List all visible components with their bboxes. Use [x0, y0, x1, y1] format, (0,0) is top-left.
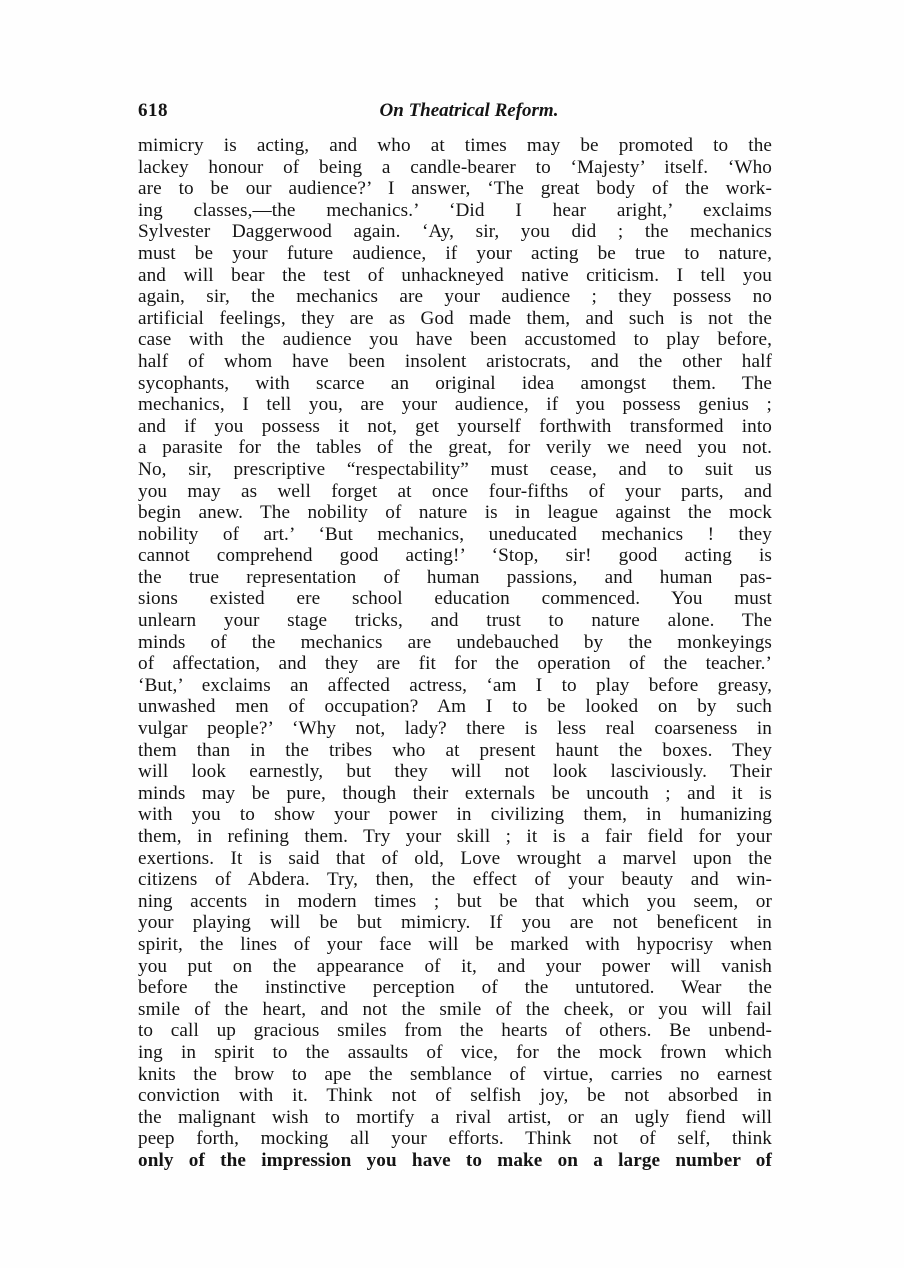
- text-line: minds may be pure, though their externals be uncouth ; and it is: [138, 782, 772, 804]
- text-line: smile of the heart, and not the smile of the cheek, or you will fail: [138, 998, 772, 1020]
- text-line: before the instinctive perception of the untutored. Wear the: [138, 977, 772, 999]
- text-line: the true representation of human passions, and human pas-: [138, 566, 772, 588]
- text-line: ing classes,—the mechanics.’ ‘Did I hear aright,’ exclaims: [138, 199, 772, 221]
- text-line: exertions. It is said that of old, Love wrought a marvel upon the: [138, 847, 772, 869]
- text-line: them, in refining them. Try your skill ; it is a fair field for your: [138, 826, 772, 847]
- text-line: again, sir, the mechanics are your audience ; they possess no: [138, 286, 772, 308]
- text-line: of affectation, and they are fit for the operation of the teacher.’: [138, 653, 772, 675]
- text-line: Sylvester Daggerwood again. ‘Ay, sir, you did ; the mechanics: [138, 221, 772, 243]
- text-line: the malignant wish to mortify a rival artist, or an ugly fiend will: [138, 1106, 772, 1128]
- text-line: cannot comprehend good acting!’ ‘Stop, sir! good acting is: [138, 545, 772, 567]
- text-line: you may as well forget at once four-fifths of your parts, and: [138, 480, 772, 502]
- text-line: peep forth, mocking all your efforts. Think not of self, think: [138, 1128, 772, 1150]
- text-line: unwashed men of occupation? Am I to be looked on by such: [138, 696, 772, 718]
- text-line: case with the audience you have been accustomed to play before,: [138, 329, 772, 351]
- text-line: No, sir, prescriptive “respectability” must cease, and to suit us: [138, 458, 772, 480]
- text-line: begin anew. The nobility of nature is in league against the mock: [138, 502, 772, 524]
- text-line: unlearn your stage tricks, and trust to nature alone. The: [138, 610, 772, 632]
- text-line: you put on the appearance of it, and your power will vanish: [138, 955, 772, 977]
- text-line: and if you possess it not, get yourself forthwith transformed into: [138, 415, 772, 437]
- text-line: knits the brow to ape the semblance of virtue, carries no earnest: [138, 1063, 772, 1085]
- text-line: citizens of Abdera. Try, then, the effect of your beauty and win-: [138, 869, 772, 891]
- text-line: to call up gracious smiles from the hearts of others. Be unbend-: [138, 1020, 772, 1042]
- running-title: On Theatrical Reform.: [379, 100, 559, 121]
- text-line: only of the impression you have to make on a large number of: [138, 1149, 772, 1171]
- text-line: ning accents in modern times ; but be that which you seem, or: [138, 890, 772, 912]
- text-line: minds of the mechanics are undebauched by the monkeyings: [138, 631, 772, 653]
- text-line: spirit, the lines of your face will be marked with hypocrisy when: [138, 933, 772, 955]
- text-line: sions existed ere school education commenced. You must: [138, 588, 772, 610]
- text-line: ing in spirit to the assaults of vice, for the mock frown which: [138, 1041, 772, 1063]
- text-line: them than in the tribes who at present haunt the boxes. They: [138, 739, 772, 761]
- text-line: mimicry is acting, and who at times may be promoted to the: [138, 135, 772, 156]
- text-line: must be your future audience, if your acting be true to nature,: [138, 242, 772, 264]
- body-text: [138, 135, 772, 1172]
- running-head: [138, 100, 772, 124]
- text-line: and will bear the test of unhackneyed native criticism. I tell you: [138, 264, 772, 286]
- text-line: will look earnestly, but they will not look lasciviously. Their: [138, 761, 772, 783]
- text-line: ‘But,’ exclaims an affected actress, ‘am I to play before greasy,: [138, 674, 772, 696]
- text-line: nobility of art.’ ‘But mechanics, uneducated mechanics ! they: [138, 523, 772, 545]
- page-number: 618: [138, 100, 168, 121]
- text-line: are to be our audience?’ I answer, ‘The great body of the work-: [138, 178, 772, 200]
- text-line: a parasite for the tables of the great, for verily we need you not.: [138, 437, 772, 459]
- text-line: lackey honour of being a candle-bearer to ‘Majesty’ itself. ‘Who: [138, 156, 772, 178]
- text-line: artificial feelings, they are as God made them, and such is not the: [138, 307, 772, 329]
- text-line: with you to show your power in civilizing them, in humanizing: [138, 804, 772, 826]
- text-line: mechanics, I tell you, are your audience, if you possess genius ;: [138, 394, 772, 416]
- text-line: your playing will be but mimicry. If you are not beneficent in: [138, 912, 772, 934]
- text-line: sycophants, with scarce an original idea amongst them. The: [138, 372, 772, 394]
- text-line: vulgar people?’ ‘Why not, lady? there is less real coarseness in: [138, 718, 772, 740]
- text-line: conviction with it. Think not of selfish joy, be not absorbed in: [138, 1085, 772, 1107]
- text-line: half of whom have been insolent aristocrats, and the other half: [138, 350, 772, 372]
